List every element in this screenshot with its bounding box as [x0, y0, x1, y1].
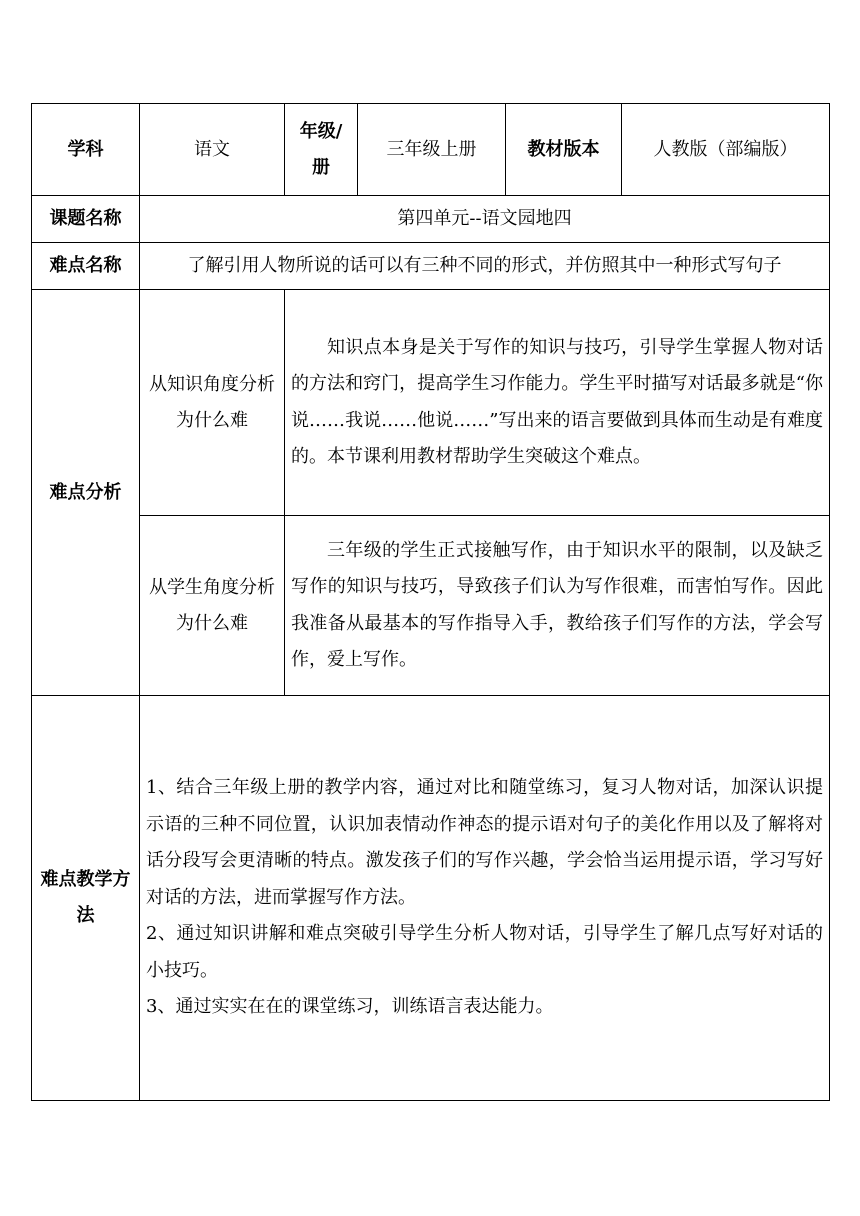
difficulty-label: 难点名称 [32, 243, 140, 290]
analysis-student-row [32, 516, 830, 696]
grade-value: 三年级上册 [358, 104, 506, 196]
methods-label: 难点教学方法 [40, 869, 131, 926]
grade-label-line2: 册 [312, 156, 330, 178]
knowledge-angle-text: 知识点本身是关于写作的知识与技巧，引导学生掌握人物对话的方法和窍门，提高学生习作能力。学生平时描写对话最多就是“你说……我说……他说……”写出来的语言要做到具体而生动是有难度的。本节课利用教材帮助学生突破这个难点。 [291, 336, 823, 467]
methods-row [32, 696, 830, 1101]
knowledge-angle-label-text: 从知识角度分析为什么难 [149, 373, 275, 431]
student-angle-label [140, 516, 285, 696]
student-angle-text: 三年级的学生正式接触写作，由于知识水平的限制，以及缺乏写作的知识与技巧，导致孩子们认为写作很难，而害怕写作。因此我准备从最基本的写作指导入手，教给孩子们写作的方法，学会写作，爱上写作。 [291, 539, 823, 670]
lesson-plan-table [31, 103, 830, 1101]
grade-label-line1: 年级/ [299, 120, 343, 142]
student-angle-text-cell [285, 516, 830, 696]
edition-label: 教材版本 [506, 104, 622, 196]
subject-value: 语文 [140, 104, 285, 196]
topic-label: 课题名称 [32, 196, 140, 243]
student-angle-label-text: 从学生角度分析为什么难 [149, 576, 275, 634]
knowledge-angle-label [140, 290, 285, 516]
method-item-2: 2、通过知识讲解和难点突破引导学生分析人物对话，引导学生了解几点写好对话的小技巧。 [146, 923, 823, 981]
methods-label-cell [32, 696, 140, 1101]
topic-row [32, 196, 830, 243]
analysis-knowledge-row [32, 290, 830, 516]
knowledge-angle-text-cell [285, 290, 830, 516]
method-item-3: 3、通过实实在在的课堂练习，训练语言表达能力。 [146, 996, 554, 1018]
header-row [32, 104, 830, 196]
edition-value: 人教版（部编版） [622, 104, 830, 196]
method-item-1: 1、结合三年级上册的教学内容，通过对比和随堂练习，复习人物对话，加深认识提示语的三种不同位置，认识加表情动作神态的提示语对句子的美化作用以及了解将对话分段写会更清晰的特点。激发孩子们的写作兴趣，学会恰当运用提示语，学习写好对话的方法，进而掌握写作方法。 [146, 777, 823, 908]
grade-label [285, 104, 358, 196]
subject-label: 学科 [32, 104, 140, 196]
analysis-label: 难点分析 [32, 290, 140, 696]
difficulty-row [32, 243, 830, 290]
difficulty-value: 了解引用人物所说的话可以有三种不同的形式，并仿照其中一种形式写句子 [140, 243, 830, 290]
methods-content [140, 696, 830, 1101]
topic-value: 第四单元--语文园地四 [140, 196, 830, 243]
